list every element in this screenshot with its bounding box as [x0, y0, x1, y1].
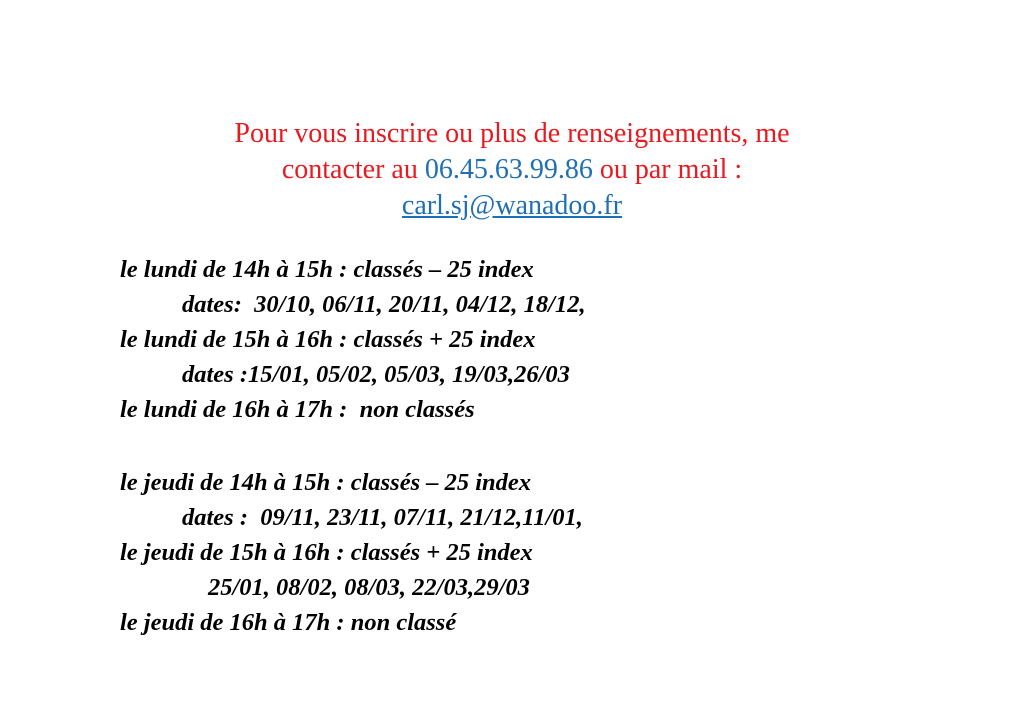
contact-block — [0, 116, 1024, 224]
contact-line-1: Pour vous inscrire ou plus de renseignements, me — [234, 118, 790, 149]
thursday-slot-1-dates: dates : 09/11, 23/11, 07/11, 21/12,11/01, — [182, 504, 583, 531]
contact-line-3 — [0, 188, 1024, 224]
contact-line-2-suffix: ou par mail : — [592, 154, 743, 185]
monday-slot-2: le lundi de 15h à 16h : classés + 25 index — [120, 326, 536, 353]
contact-line-2-prefix: contacter au — [281, 154, 425, 185]
monday-slot-3: le lundi de 16h à 17h : non classés — [120, 396, 475, 423]
monday-slot-1: le lundi de 14h à 15h : classés – 25 index — [120, 256, 534, 283]
monday-slot-2-dates: dates :15/01, 05/02, 05/03, 19/03,26/03 — [182, 361, 570, 388]
monday-slot-1-dates: dates: 30/10, 06/11, 20/11, 04/12, 18/12, — [182, 291, 586, 318]
email-link[interactable]: carl.sj@wanadoo.fr — [401, 190, 623, 221]
thursday-slot-2-dates: 25/01, 08/02, 08/03, 22/03,29/03 — [208, 574, 530, 601]
contact-line-2 — [0, 152, 1024, 188]
thursday-slot-3: le jeudi de 16h à 17h : non classé — [120, 609, 457, 636]
thursday-slot-2: le jeudi de 15h à 16h : classés + 25 index — [120, 539, 533, 566]
phone-number: 06.45.63.99.86 — [424, 154, 593, 185]
thursday-slot-1: le jeudi de 14h à 15h : classés – 25 index — [120, 469, 532, 496]
